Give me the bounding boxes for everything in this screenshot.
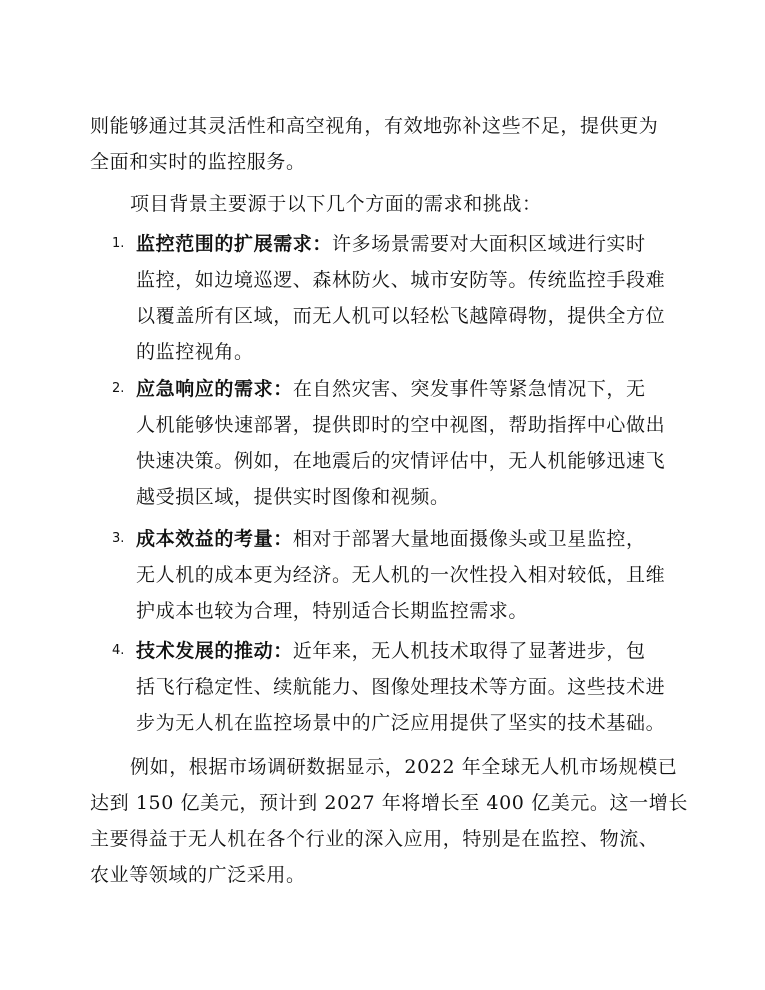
item-title: 监控范围的扩展需求：: [136, 233, 333, 255]
text-line: 无人机的成本更为经济。无人机的一次性投入相对较低，且维: [136, 564, 666, 586]
text-line: 护成本也较为合理，特别适合长期监控需求。: [136, 600, 529, 622]
text-line: 步为无人机在监控场景中的广泛应用提供了坚实的技术基础。: [136, 712, 666, 734]
text-line: 主要得益于无人机在各个行业的深入应用，特别是在监控、物流、: [90, 828, 659, 850]
closing-paragraph: [90, 749, 690, 893]
item-title: 技术发展的推动：: [136, 640, 293, 662]
intro-paragraph: [90, 108, 690, 180]
text-line: 近年来，无人机技术取得了显著进步，包: [292, 640, 646, 662]
text-line: 相对于部署大量地面摄像头或卫星监控，: [292, 528, 646, 550]
text-line: 括飞行稳定性、续航能力、图像处理技术等方面。这些技术进: [136, 676, 666, 698]
text-line: 在自然灾害、突发事件等紧急情况下，无: [292, 378, 646, 400]
lead-paragraph: [130, 186, 730, 222]
text-line: 例如，根据市场调研数据显示，2022 年全球无人机市场规模已: [130, 756, 678, 778]
text-line: 以覆盖所有区域，而无人机可以轻松飞越障碍物，提供全方位: [136, 305, 666, 327]
list-number: 3.: [112, 531, 125, 546]
text-line: 许多场景需要对大面积区域进行实时: [332, 233, 646, 255]
text-line: 全面和实时的监控服务。: [90, 151, 306, 173]
list-item-body: [136, 521, 681, 629]
list-item-body: [136, 226, 681, 370]
text-line: 则能够通过其灵活性和高空视角，有效地弥补这些不足，提供更为: [90, 115, 659, 137]
list-number: 4.: [112, 643, 125, 658]
text-line: 农业等领域的广泛采用。: [90, 864, 306, 886]
list-number: 1.: [112, 236, 125, 251]
list-item-body: [136, 371, 681, 515]
text-line: 达到 150 亿美元，预计到 2027 年将增长至 400 亿美元。这一增长: [90, 792, 688, 814]
text-line: 快速决策。例如，在地震后的灾情评估中，无人机能够迅速飞: [136, 450, 666, 472]
text-line: 监控，如边境巡逻、森林防火、城市安防等。传统监控手段难: [136, 269, 666, 291]
text-line: 项目背景主要源于以下几个方面的需求和挑战：: [130, 193, 542, 215]
text-line: 的监控视角。: [136, 341, 254, 363]
text-line: 越受损区域，提供实时图像和视频。: [136, 486, 450, 508]
item-title: 成本效益的考量：: [136, 528, 293, 550]
list-item-body: [136, 633, 681, 741]
text-line: 人机能够快速部署，提供即时的空中视图，帮助指挥中心做出: [136, 414, 666, 436]
item-title: 应急响应的需求：: [136, 378, 293, 400]
list-number: 2.: [112, 381, 125, 396]
